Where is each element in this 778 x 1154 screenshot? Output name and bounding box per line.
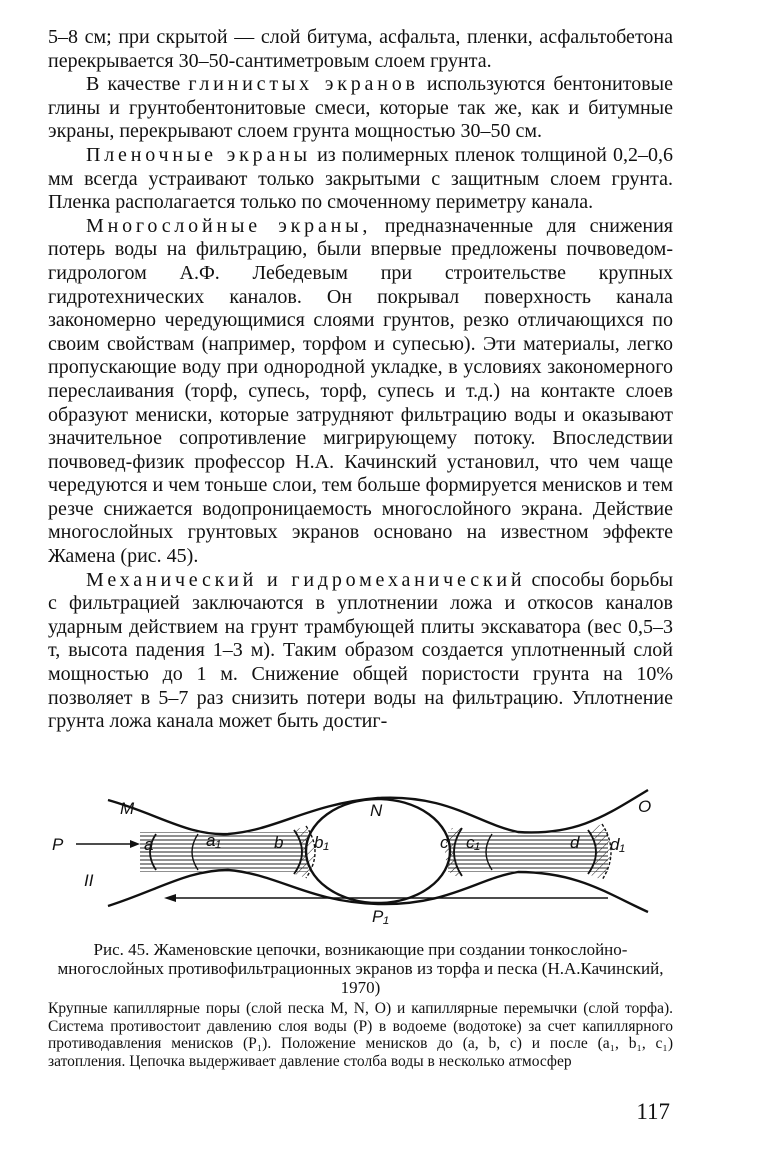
term-mechanical-methods: Механический и гидромеханический	[86, 568, 526, 591]
label-o: O	[638, 797, 652, 816]
label-c1: c₁	[466, 833, 480, 852]
term-multilayer-screens: Многослойные экраны,	[86, 214, 372, 237]
figure-jamin-chain	[48, 774, 673, 934]
label-c: c	[440, 833, 449, 852]
label-a: a	[144, 835, 154, 854]
label-b1: b₁	[314, 833, 329, 852]
paragraph-4-body: предназначенные для снижения потерь воды на фильтрацию, были впервые предложены почвоведом-гидрологом А.Ф. Лебедевым при строительстве крупных гидротехнических каналов. Он покрывал поверхность канала закономерно чередующимися слоями грунтов, резко отличающихся по своим свойствам (например, торфом и супесью). Эти материалы, легко пропускающие воду при однородной укладке, в условиях закономерного переслаивания (торф, супесь, торф, супесь и т.д.) на контакте слоев образуют мениски, которые затрудняют фильтрацию воды и оказывают значительное сопротивление мигрирующему потоку. Впоследствии почвовед-физик профессор Н.А. Качинский установил, что чем чаще чередуются и чем тоньше слои, тем больше формируется менисков и тем резче снижается водопроницаемость многослойного экрана. Действие многослойных грунтовых экранов основано на известном эффекте Жамена (рис. 45).	[48, 214, 673, 568]
term-clay-screens: глинистых экранов	[188, 73, 419, 96]
paragraph-multilayer-screens	[48, 215, 673, 569]
figure-caption: Рис. 45. Жаменовские цепочки, возникающие при создании тонкослойно-многослойных противофильтрационных экранов из торфа и песка (Н.А.Качинский, 1970)	[57, 940, 664, 998]
label-d1: d₁	[610, 835, 625, 854]
label-p1: P₁	[372, 907, 389, 926]
paragraph-film-screens	[48, 144, 673, 215]
jamin-chain-diagram	[48, 774, 673, 934]
label-n: N	[370, 801, 383, 820]
label-p: P	[52, 835, 64, 854]
paragraph-2-lead: В качестве	[86, 73, 189, 96]
page-body	[48, 26, 673, 734]
paragraph-3-body: из полимерных пленок толщиной 0,2–0,6 мм всегда устраивают только закрытыми с защитным слоем грунта. Пленка располагается только по смоченному периметру канала.	[48, 143, 673, 214]
paragraph-1: 5–8 см; при скрытой — слой битума, асфальта, пленки, асфальтобетона перекрывается 30–50-сантиметровым слоем грунта.	[48, 26, 673, 72]
label-a1: a₁	[206, 831, 221, 850]
paragraph-2-body: используются бентонитовые глины и грунтобентонитовые смеси, которые так же, как и битумные экраны, перекрывают слоем грунта мощностью 30–50 см.	[48, 73, 673, 143]
label-m: M	[120, 799, 135, 818]
label-d: d	[570, 833, 580, 852]
paragraph-5-body: способы борьбы с фильтрацией заключаются в уплотнении ложа и откосов каналов ударным действием на грунт трамбующей плиты экскаватора (вес 0,5–3 т, высота падения 1–3 м). Таким образом создается уплотненный слой мощностью до 1 м. Снижение общей пористости грунта на 10% позволяет в 5–7 раз снизить потери воды на фильтрацию. Уплотнение грунта ложа канала может быть достиг-	[48, 568, 674, 733]
page-number: 117	[636, 1099, 670, 1124]
paragraph-clay-screens	[48, 73, 673, 144]
label-ii: II	[84, 871, 94, 890]
label-b: b	[274, 833, 284, 852]
paragraph-mechanical-methods	[48, 569, 673, 734]
pressure-arrowhead-p	[130, 840, 140, 848]
term-film-screens: Пленочные экраны	[86, 143, 311, 166]
figure-note: Крупные капиллярные поры (слой песка M, N, O) и капиллярные перемычки (слой торфа). Система противостоит давлению слоя воды (P) в водоеме (водотоке) за счет капиллярного противодавления менисков (P₁). Положение менисков до (a, b, c) и после (a₁, b₁, c₁) затопления. Цепочка выдерживает давление столба воды в несколько атмосфер	[48, 1000, 673, 1070]
